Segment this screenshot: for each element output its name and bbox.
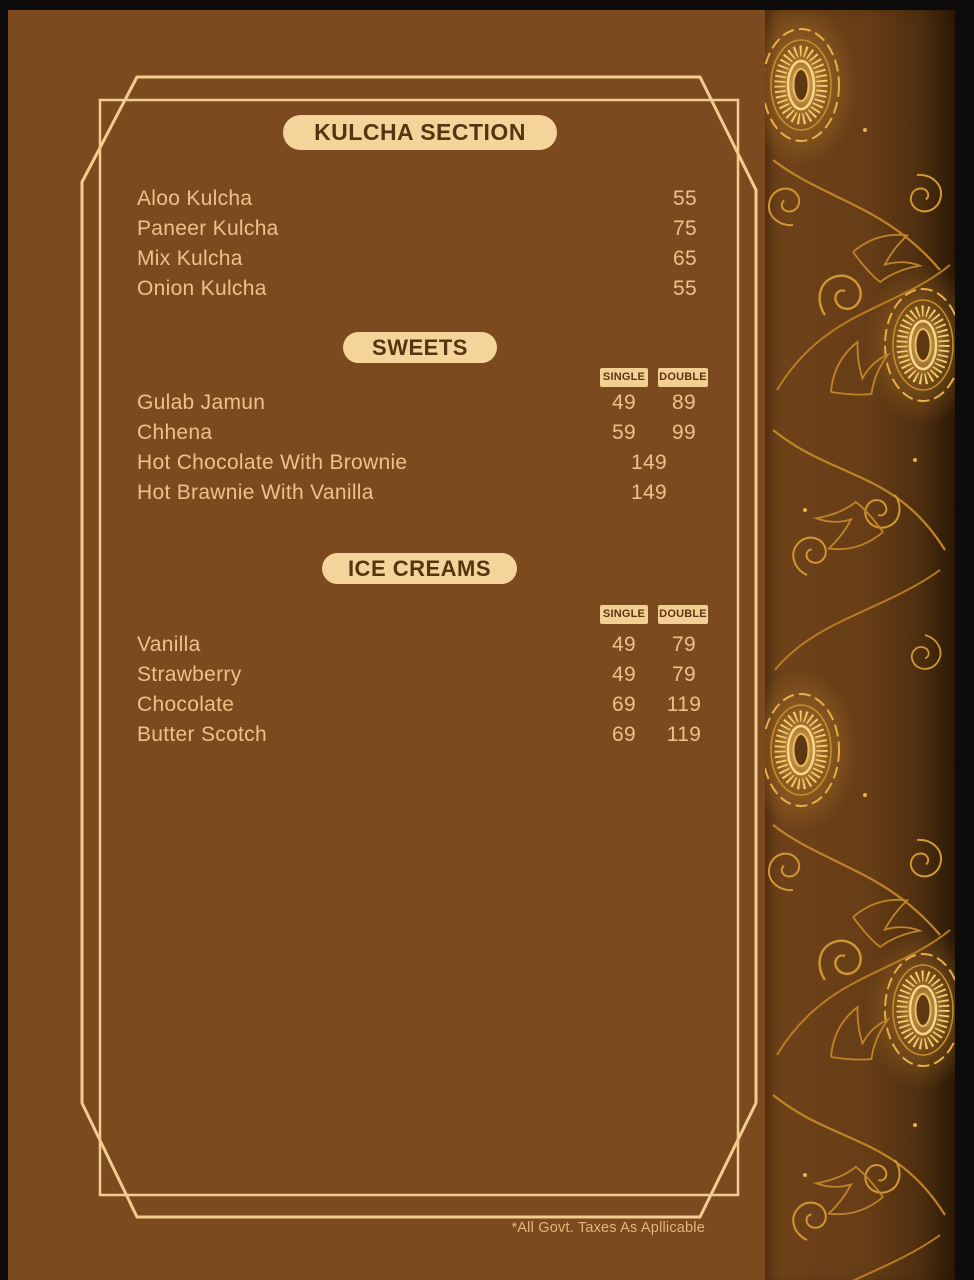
menu-item-price: 55: [673, 187, 697, 210]
menu-item-name: Chocolate: [137, 693, 235, 716]
menu-item-price-single: 59: [612, 421, 636, 444]
menu-item-price: 75: [673, 217, 697, 240]
menu-item-name: Strawberry: [137, 663, 242, 686]
menu-item-price-combined: 149: [631, 451, 667, 474]
menu-item-name: Gulab Jamun: [137, 391, 266, 414]
menu-item-price-single: 69: [612, 693, 636, 716]
section-title-label: ICE CREAMS: [347, 555, 492, 581]
menu-item-row: [137, 244, 697, 274]
page-edge-top: [0, 0, 974, 10]
section-title-kulcha: [283, 115, 557, 150]
section-title-label: KULCHA SECTION: [314, 119, 526, 145]
menu-item-row: [137, 478, 697, 508]
menu-item-row: [137, 274, 697, 304]
column-header-double: DOUBLE: [658, 368, 708, 387]
menu-item-price-double: 119: [666, 723, 702, 746]
menu-item-price-single: 49: [612, 391, 636, 414]
menu-item-price: 65: [673, 247, 697, 270]
column-header-double: DOUBLE: [658, 605, 708, 624]
tax-note: *All Govt. Taxes As Apllicable: [511, 1220, 705, 1236]
menu-item-row: [137, 388, 697, 418]
menu-item-row: [137, 630, 697, 660]
item-list-sweets: [137, 388, 697, 508]
menu-item-name: Vanilla: [137, 633, 201, 656]
column-header-single: SINGLE: [600, 605, 648, 624]
menu-item-price-double: 79: [672, 633, 696, 656]
menu-item-name: Chhena: [137, 421, 213, 444]
menu-item-name: Hot Chocolate With Brownie: [137, 451, 408, 474]
menu-item-row: [137, 690, 702, 720]
menu-item-price-double: 89: [672, 391, 696, 414]
page-edge-left: [0, 0, 8, 1280]
floral-ornament-strip: [765, 10, 955, 1280]
menu-item-name: Aloo Kulcha: [137, 187, 253, 210]
menu-item-price-single: 49: [612, 633, 636, 656]
menu-item-name: Onion Kulcha: [137, 277, 267, 300]
menu-item-row: [137, 418, 697, 448]
menu-item-price-combined: 149: [631, 481, 667, 504]
menu-item-row: [137, 184, 697, 214]
menu-item-name: Mix Kulcha: [137, 247, 243, 270]
column-header-single: SINGLE: [600, 368, 648, 387]
section-title-ice-creams: [322, 553, 517, 584]
menu-item-price-single: 69: [612, 723, 636, 746]
menu-item-price-double: 99: [672, 421, 696, 444]
section-title-sweets: [343, 332, 497, 363]
menu-item-price-double: 79: [672, 663, 696, 686]
menu-item-row: [137, 720, 702, 750]
menu-item-name: Butter Scotch: [137, 723, 267, 746]
item-list-ice-creams: [137, 630, 702, 750]
floral-pattern-icon: [765, 10, 955, 1280]
page-edge-right: [955, 0, 974, 1280]
section-title-label: SWEETS: [372, 334, 468, 360]
menu-item-price: 55: [673, 277, 697, 300]
menu-item-row: [137, 448, 697, 478]
menu-item-price-double: 119: [666, 693, 702, 716]
menu-item-row: [137, 660, 697, 690]
menu-item-price-single: 49: [612, 663, 636, 686]
menu-item-row: [137, 214, 697, 244]
menu-item-name: Paneer Kulcha: [137, 217, 279, 240]
item-list-kulcha: [137, 184, 697, 304]
menu-item-name: Hot Brawnie With Vanilla: [137, 481, 374, 504]
